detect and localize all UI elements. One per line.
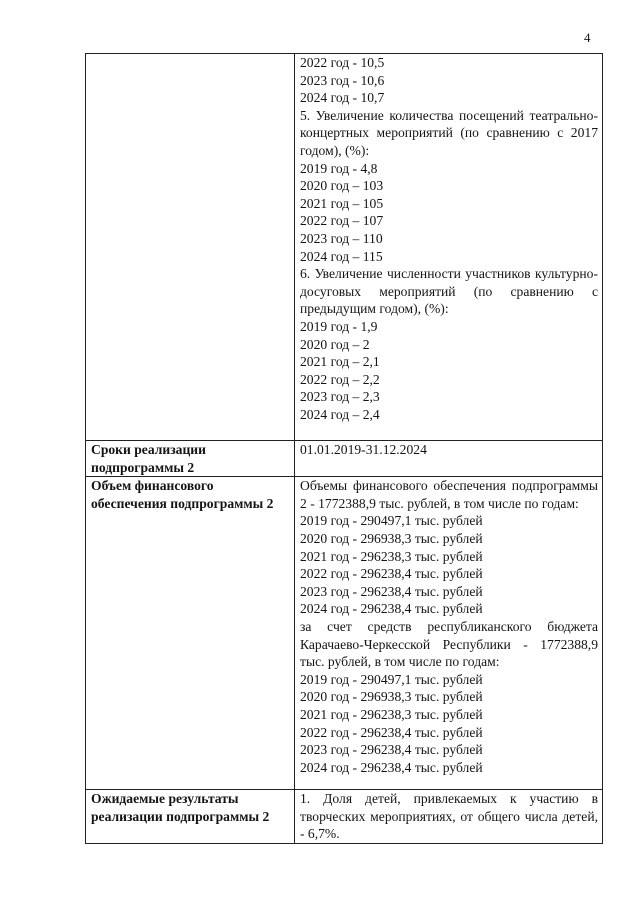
finance-year-line: 2021 год - 296238,3 тыс. рублей (300, 548, 483, 564)
subprogram-passport-table (85, 53, 603, 844)
results-label: Ожидаемые результаты реализации подпрограммы 2 (86, 790, 295, 844)
table-row-period (86, 441, 603, 477)
indicator-line: 2021 год – 2,1 (300, 354, 380, 370)
indicator-line: 2021 год – 105 (300, 195, 384, 211)
finance-regional-intro: за счет средств республиканского бюджета Карачаево-Черкесской Республики - 1772388,9 тыс. рублей, в том числе по годам: (300, 618, 598, 670)
finance-intro: Объемы финансового обеспечения подпрограммы 2 - 1772388,9 тыс. рублей, в том числе по годам: (300, 478, 598, 511)
finance-label: Объем финансового обеспечения подпрограммы 2 (86, 477, 295, 790)
indicator-line: 2024 год – 2,4 (300, 406, 380, 422)
finance-regional-year-line: 2023 год - 296238,4 тыс. рублей (300, 742, 483, 758)
indicator-5-text: 5. Увеличение количества посещений театрально-концертных мероприятий (по сравнению с 2017 годом), (%): (300, 107, 598, 158)
finance-year-line: 2020 год - 296938,3 тыс. рублей (300, 530, 483, 546)
table-row-indicators (86, 54, 603, 441)
indicator-6-text: 6. Увеличение численности участников культурно-досуговых мероприятий (по сравнению с предыдущим годом), (%): (300, 266, 598, 317)
results-text: 1. Доля детей, привлекаемых к участию в творческих мероприятиях, от общего числа детей, - 6,7%. (295, 790, 603, 844)
finance-year-line: 2019 год - 290497,1 тыс. рублей (300, 513, 483, 529)
table-row-results (86, 790, 603, 844)
indicator-line: 2022 год - 10,5 (300, 55, 385, 70)
indicators-label-cell (86, 54, 295, 441)
indicator-line: 2024 год – 115 (300, 248, 383, 264)
indicator-line: 2022 год – 2,2 (300, 371, 380, 387)
indicator-line: 2019 год - 4,8 (300, 160, 378, 176)
finance-year-line: 2023 год - 296238,4 тыс. рублей (300, 583, 483, 599)
indicators-cell (295, 54, 603, 441)
period-value: 01.01.2019-31.12.2024 (295, 441, 603, 477)
indicator-line: 2024 год - 10,7 (300, 90, 385, 106)
finance-regional-year-line: 2020 год - 296938,3 тыс. рублей (300, 689, 483, 705)
page-number: 4 (584, 30, 591, 45)
indicator-line: 2023 год - 10,6 (300, 72, 385, 88)
finance-regional-year-line: 2021 год - 296238,3 тыс. рублей (300, 706, 483, 722)
indicator-line: 2019 год - 1,9 (300, 318, 378, 334)
finance-regional-year-line: 2024 год - 296238,4 тыс. рублей (300, 759, 483, 775)
indicator-line: 2023 год – 2,3 (300, 389, 380, 405)
finance-cell (295, 477, 603, 790)
finance-year-line: 2022 год - 296238,4 тыс. рублей (300, 566, 483, 582)
period-label: Сроки реализации подпрограммы 2 (86, 441, 295, 477)
indicator-line: 2023 год – 110 (300, 230, 383, 246)
finance-regional-year-line: 2022 год - 296238,4 тыс. рублей (300, 724, 483, 740)
indicator-line: 2020 год – 2 (300, 336, 370, 352)
finance-regional-year-line: 2019 год - 290497,1 тыс. рублей (300, 671, 483, 687)
finance-year-line: 2024 год - 296238,4 тыс. рублей (300, 601, 483, 617)
indicator-line: 2022 год – 107 (300, 213, 384, 229)
indicator-line: 2020 год – 103 (300, 178, 384, 194)
table-row-finance (86, 477, 603, 790)
